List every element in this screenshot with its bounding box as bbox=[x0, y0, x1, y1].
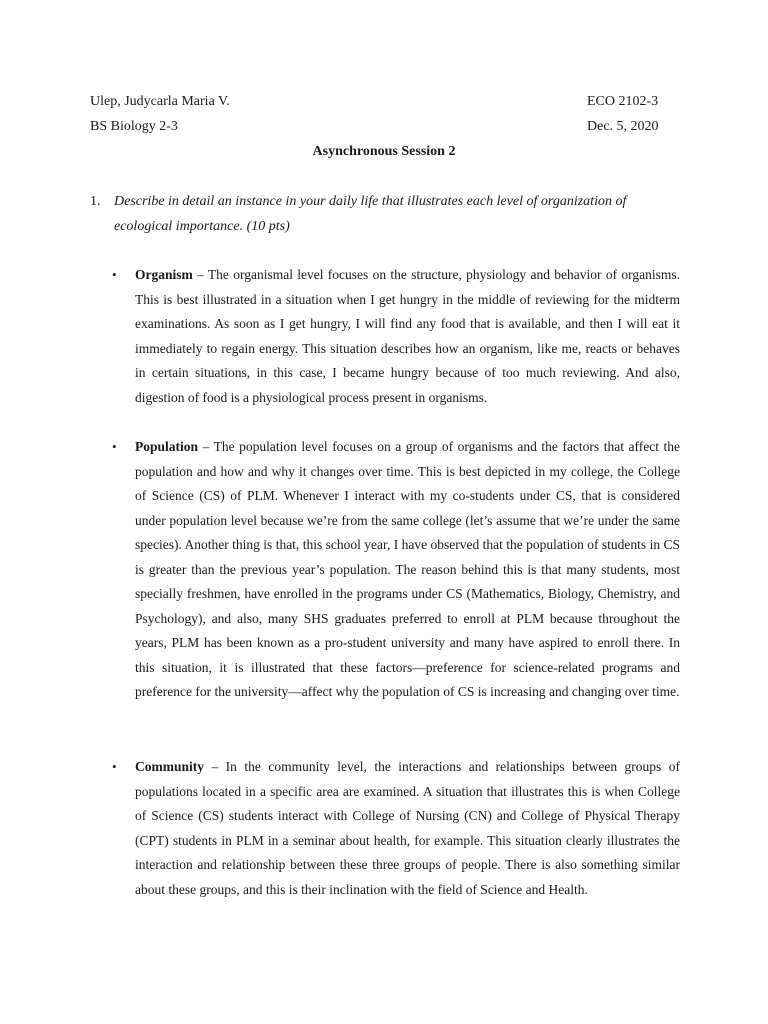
bullet-icon: • bbox=[112, 759, 117, 774]
bullet-icon: • bbox=[112, 267, 117, 282]
item-term: Organism bbox=[135, 267, 193, 282]
item-population bbox=[112, 435, 680, 705]
item-organism bbox=[112, 263, 680, 410]
question-number: 1. bbox=[90, 194, 101, 209]
item-text: – The organismal level focuses on the structure, physiology and behavior of organisms. This is best illustrated in a situation when I get hungry in the middle of reviewing for the midterm examinations. As soon as I get hungry, I will find any food that is available, and then I will eat it immediately to regain energy. This situation describes how an organism, like me, reacts or behaves in certain situations, in this case, I became hungry because of too much reviewing. And also, digestion of food is a physiological process present in organisms. bbox=[135, 267, 680, 405]
bullet-icon: • bbox=[112, 439, 117, 454]
item-body bbox=[112, 755, 680, 902]
item-term: Community bbox=[135, 759, 205, 774]
item-term: Population bbox=[135, 439, 199, 454]
item-body bbox=[112, 263, 680, 410]
student-program: BS Biology 2-3 bbox=[90, 119, 178, 134]
document-title: Asynchronous Session 2 bbox=[312, 144, 456, 159]
item-text: – In the community level, the interactions and relationships between groups of populations located in a specific area are examined. A situation that illustrates this is when College of Science (CS) students interact with College of Nursing (CN) and College of Physical Therapy (CPT) students in PLM in a seminar about health, for example. This situation clearly illustrates the interaction and relationship between these three groups of people. There is also something similar about these groups, and this is their inclination with the field of Science and Health. bbox=[135, 759, 680, 897]
item-body bbox=[112, 435, 680, 705]
submission-date: Dec. 5, 2020 bbox=[587, 119, 659, 134]
student-name: Ulep, Judycarla Maria V. bbox=[90, 94, 230, 109]
course-code: ECO 2102-3 bbox=[587, 94, 659, 109]
question-text: Describe in detail an instance in your daily life that illustrates each level of organization of ecological importance. (10 pts) bbox=[114, 194, 627, 234]
item-text: – The population level focuses on a group of organisms and the factors that affect the population and how and why it changes over time. This is best depicted in my college, the College of Science (CS) of PLM. Whenever I interact with my co-students under CS, that is considered under population level because we’re from the same college (let’s assume that we’re under the same species). Another thing is that, this school year, I have observed that the population of students in CS is greater than the previous year’s population. The reason behind this is that many students, most specially freshmen, have enrolled in the programs under CS (Mathematics, Biology, Chemistry, and Psychology), and also, many SHS graduates preferred to enroll at PLM because throughout the years, PLM has been known as a pro-student university and many have aspired to enroll there. In this situation, it is illustrated that these factors—preference for science-related programs and preference for the university—affect why the population of CS is increasing and changing over time. bbox=[135, 439, 680, 699]
question-1 bbox=[90, 190, 680, 239]
item-community bbox=[112, 755, 680, 902]
